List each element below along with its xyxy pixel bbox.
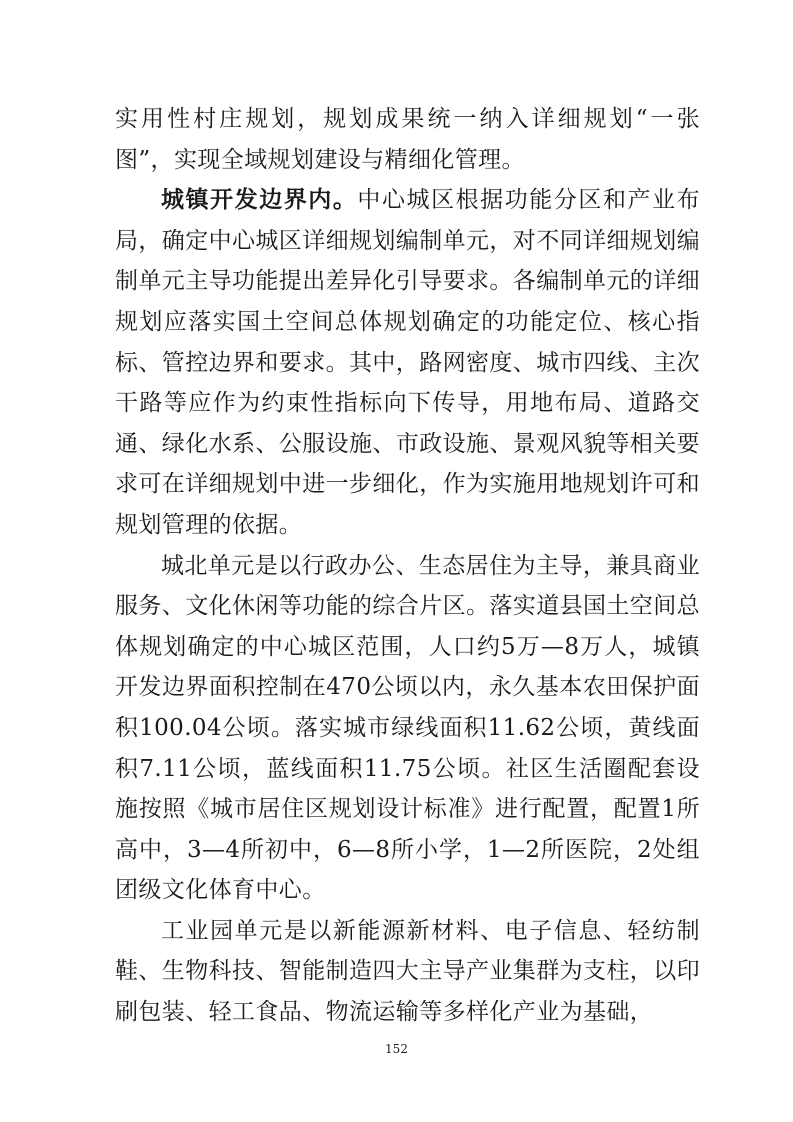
paragraph-text: 城北单元是以行政办公、生态居住为主导，兼具商业服务、文化休闲等功能的综合片区。落实道县国土空间总体规划确定的中心城区范围，人口约5万—8万人，城镇开发边界面积控制在470公顷以内，永久基本农田保护面积100.04公顷。落实城市绿线面积11.62公顷，黄线面积7.11公顷，蓝线面积11.75公顷。社区生活圈配套设施按照《城市居住区规划设计标准》进行配置，配置1所高中，3—4所初中，6—8所小学，1—2所医院，2处组团级文化体育中心。 — [115, 552, 700, 904]
paragraph-urban-boundary — [115, 180, 700, 545]
body-text — [115, 99, 700, 1033]
page-number: 152 — [385, 1042, 408, 1056]
paragraph-industrial-park-unit — [115, 911, 700, 1033]
paragraph-lead-heading: 城镇开发边界内。 — [161, 186, 358, 214]
paragraph-text: 中心城区根据功能分区和产业布局，确定中心城区详细规划编制单元，对不同详细规划编制单元主导功能提出差异化引导要求。各编制单元的详细规划应落实国土空间总体规划确定的功能定位、核心指标、管控边界和要求。其中，路网密度、城市四线、主次干路等应作为约束性指标向下传导，用地布局、道路交通、绿化水系、公服设施、市政设施、景观风貌等相关要求可在详细规划中进一步细化，作为实施用地规划许可和规划管理的依据。 — [115, 187, 700, 538]
paragraph-text: 实用性村庄规划，规划成果统一纳入详细规划“一张图”，实现全域规划建设与精细化管理。 — [115, 106, 700, 173]
paragraph-chengbei-unit — [115, 546, 700, 911]
paragraph-continuation — [115, 99, 700, 180]
paragraph-text: 工业园单元是以新能源新材料、电子信息、轻纺制鞋、生物科技、智能制造四大主导产业集群为支柱，以印刷包装、轻工食品、物流运输等多样化产业为基础， — [115, 917, 700, 1026]
